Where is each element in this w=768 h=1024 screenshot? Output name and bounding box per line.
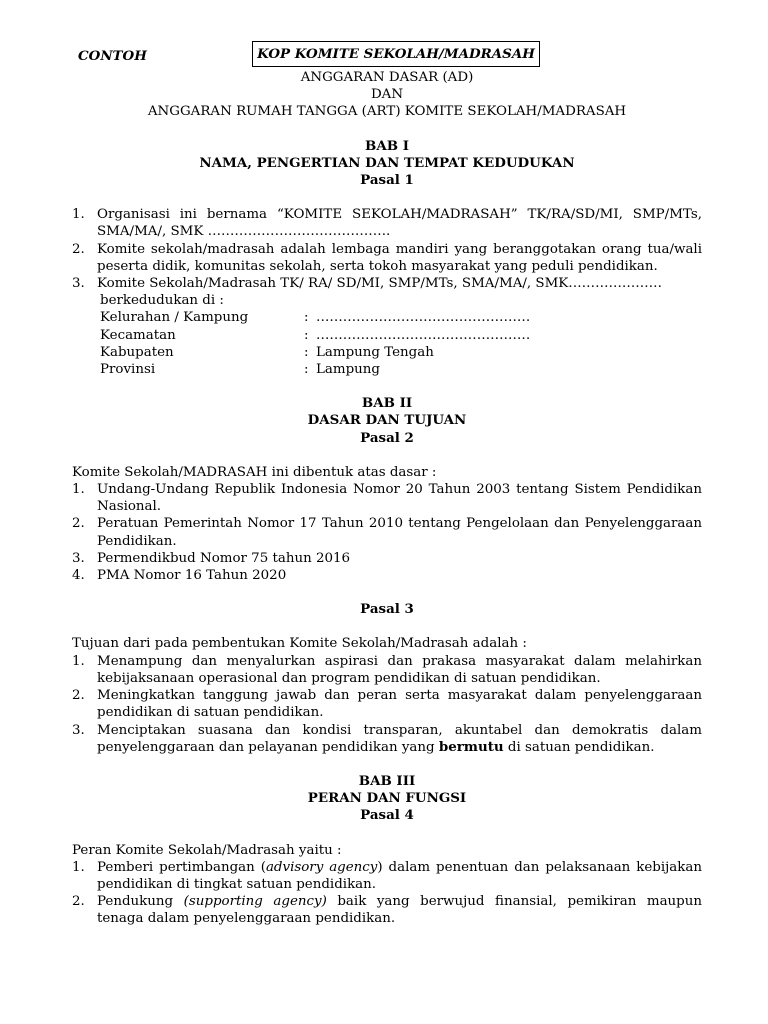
list-item-continuation: berkedudukan di : (100, 293, 224, 309)
list-item-text: Organisasi ini bernama “KOMITE SEKOLAH/MADRASAH” TK/RA/SD/MI, SMP/MTs, SMA/MA/, SMK ………………………………….. (97, 207, 702, 240)
list-item: 2. Meningkatkan tanggung jawab dan peran serta masyarakat dalam penyelenggaraan pendidikan di satuan pendidikan. (72, 688, 702, 721)
list-item-text: Menciptakan suasana dan kondisi transparan, akuntabel dan demokratis dalam penyelenggaraan dan pelayanan pendidikan yang bermutu di satuan pendidikan. (97, 722, 702, 755)
list-item: 4. PMA Nomor 16 Tahun 2020 (72, 568, 287, 584)
list-item-text: Komite Sekolah/Madrasah TK/ RA/ SD/MI, SMP/MTs, SMA/MA/, SMK………………… (97, 276, 663, 292)
kop-box: KOP KOMITE SEKOLAH/MADRASAH (252, 41, 540, 67)
location-value: Lampung Tengah (316, 344, 434, 360)
pasal1-label: Pasal 1 (360, 172, 414, 189)
pasal2-intro: Komite Sekolah/MADRASAH ini dibentuk atas dasar : (72, 464, 437, 480)
title-line-1: ANGGARAN DASAR (AD) (300, 70, 474, 85)
list-item-text: Undang-Undang Republik Indonesia Nomor 20 Tahun 2003 tentang Sistem Pendidikan Nasional. (97, 482, 702, 515)
bab3-label: BAB III (358, 772, 416, 789)
pasal4-label: Pasal 4 (360, 807, 414, 824)
bab2-label: BAB II (361, 395, 413, 412)
title-line-3: ANGGARAN RUMAH TANGGA (ART) KOMITE SEKOLAH/MADRASAH (147, 104, 627, 120)
location-value: ………………………………………… (316, 310, 531, 326)
bold-text: bermutu (438, 738, 504, 755)
list-item: 3. Menciptakan suasana dan kondisi transparan, akuntabel dan demokratis dalam penyelenggaraan dan pelayanan pendidikan yang bermutu di satuan pendidikan. (72, 722, 702, 755)
list-item: 2. Peratuan Pemerintah Nomor 17 Tahun 2010 tentang Pengelolaan dan Penyelenggaraan Pendidikan. (72, 516, 702, 549)
list-item-text: Permendikbud Nomor 75 tahun 2016 (97, 550, 351, 566)
location-label: Kelurahan / Kampung (100, 310, 249, 326)
list-item: 1. Undang-Undang Republik Indonesia Nomor 20 Tahun 2003 tentang Sistem Pendidikan Nasional. (72, 482, 702, 515)
list-item: 3. Komite Sekolah/Madrasah TK/ RA/ SD/MI, SMP/MTs, SMA/MA/, SMK………………… (72, 276, 663, 292)
location-value: ………………………………………… (316, 327, 531, 343)
list-item-text: Pendukung (supporting agency) baik yang berwujud finansial, pemikiran maupun tenaga dalam penyelenggaraan pendidikan. (97, 894, 703, 927)
list-item: 3. Permendikbud Nomor 75 tahun 2016 (72, 550, 351, 566)
italic-text: advisory agency (265, 859, 378, 875)
pasal2-label: Pasal 2 (360, 429, 414, 446)
list-item-text: PMA Nomor 16 Tahun 2020 (97, 568, 287, 584)
list-item-text: Pemberi pertimbangan (advisory agency) dalam penentuan dan pelaksanaan kebijakan pendidikan di tingkat satuan pendidikan. (97, 859, 702, 892)
list-item: 1. Menampung dan menyalurkan aspirasi dan prakasa masyarakat dalam melahirkan kebijaksanaan operasional dan program pendidikan di satuan pendidikan. (72, 653, 702, 686)
location-row: Kecamatan : ………………………………………… (100, 327, 531, 343)
bab2-heading: DASAR DAN TUJUAN (307, 412, 467, 429)
location-label: Kabupaten (100, 344, 174, 360)
pasal4-intro: Peran Komite Sekolah/Madrasah yaitu : (72, 842, 342, 858)
list-item-text: Peratuan Pemerintah Nomor 17 Tahun 2010 tentang Pengelolaan dan Penyelenggaraan Pendidikan. (97, 516, 702, 549)
location-label: Kecamatan (100, 327, 176, 343)
location-row: Kelurahan / Kampung : ………………………………………… (100, 310, 531, 326)
list-item-text: Komite sekolah/madrasah adalah lembaga mandiri yang beranggotakan orang tua/wali peserta didik, komunitas sekolah, serta tokoh masyarakat yang peduli pendidikan. (97, 241, 702, 274)
location-label: Provinsi (100, 362, 156, 378)
bab1-heading: NAMA, PENGERTIAN DAN TEMPAT KEDUDUKAN (199, 154, 575, 171)
pasal3-label: Pasal 3 (360, 601, 414, 618)
pasal3-intro: Tujuan dari pada pembentukan Komite Sekolah/Madrasah adalah : (72, 636, 527, 652)
contoh-label: CONTOH (78, 48, 147, 64)
bab1-label: BAB I (365, 137, 409, 154)
list-item: 1. Organisasi ini bernama “KOMITE SEKOLAH/MADRASAH” TK/RA/SD/MI, SMP/MTs, SMA/MA/, SMK ………………………………….. (72, 207, 702, 240)
italic-text: (supporting agency) (183, 894, 327, 910)
location-row: Provinsi : Lampung (100, 362, 380, 378)
location-row: Kabupaten : Lampung Tengah (100, 344, 434, 360)
bab3-heading: PERAN DAN FUNGSI (307, 790, 467, 807)
document-body (72, 69, 702, 928)
list-item: 2. Komite sekolah/madrasah adalah lembaga mandiri yang beranggotakan orang tua/wali peserta didik, komunitas sekolah, serta tokoh masyarakat yang peduli pendidikan. (72, 241, 702, 274)
title-line-2: DAN (370, 87, 404, 103)
list-item: 2. Pendukung (supporting agency) baik yang berwujud finansial, pemikiran maupun tenaga dalam penyelenggaraan pendidikan. (72, 894, 703, 927)
location-table (72, 309, 702, 378)
list-item-text: Menampung dan menyalurkan aspirasi dan prakasa masyarakat dalam melahirkan kebijaksanaan operasional dan program pendidikan di satuan pendidikan. (97, 653, 702, 686)
list-item-text: Meningkatkan tanggung jawab dan peran serta masyarakat dalam penyelenggaraan pendidikan di satuan pendidikan. (97, 688, 702, 721)
location-value: Lampung (316, 362, 380, 378)
list-item: 1. Pemberi pertimbangan (advisory agency) dalam penentuan dan pelaksanaan kebijakan pendidikan di tingkat satuan pendidikan. (72, 859, 702, 892)
